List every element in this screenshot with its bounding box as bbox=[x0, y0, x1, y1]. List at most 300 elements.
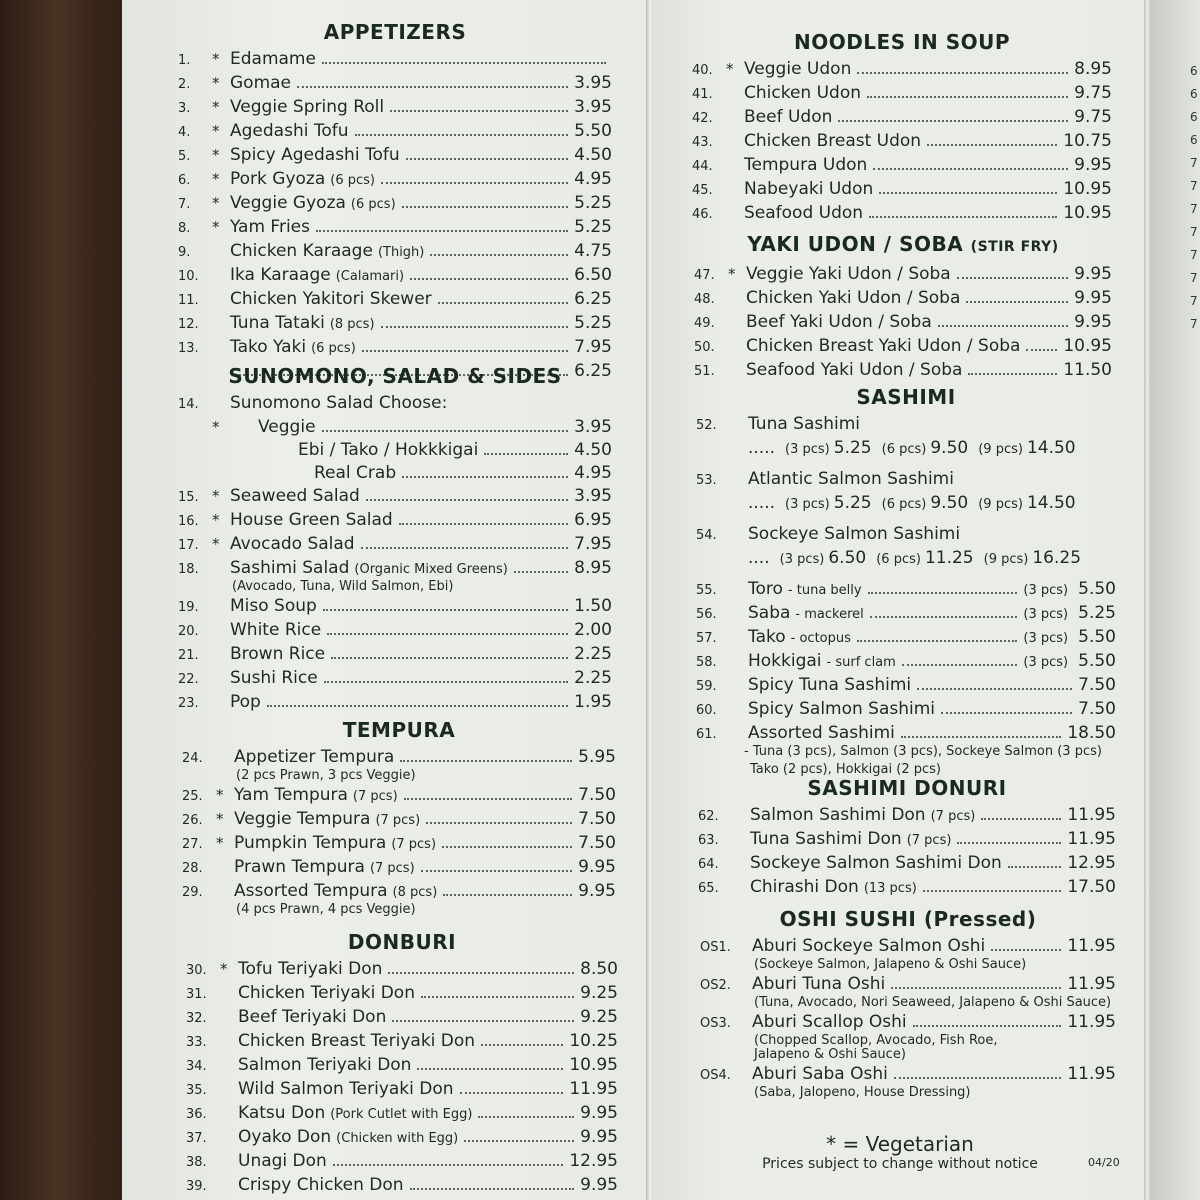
third-page-number: 6 bbox=[1190, 110, 1198, 124]
item-detail: (8 pcs) bbox=[392, 885, 438, 900]
section-title-text: YAKI UDON / SOBA bbox=[747, 232, 964, 256]
item-number: 44. bbox=[692, 159, 713, 174]
item-name: Chicken Yaki Udon / Soba bbox=[746, 288, 961, 308]
item-name: Beef Udon bbox=[744, 107, 833, 127]
sashimi-list bbox=[696, 578, 1116, 746]
menu-item bbox=[698, 876, 1116, 900]
menu-item-row bbox=[692, 82, 1112, 106]
item-name: Saba bbox=[748, 603, 791, 623]
dot-leader bbox=[323, 609, 568, 611]
item-number: 46. bbox=[692, 207, 713, 222]
item-price: 5.25 bbox=[1078, 603, 1116, 623]
dot-leader bbox=[870, 616, 1018, 618]
dot-leader bbox=[894, 1077, 1061, 1079]
item-name: Pumpkin Tempura bbox=[234, 833, 387, 853]
menu-item bbox=[178, 619, 612, 643]
item-name: Prawn Tempura bbox=[234, 857, 365, 877]
dot-leader bbox=[361, 547, 569, 549]
dot-leader bbox=[879, 192, 1057, 194]
item-price: 10.95 bbox=[1063, 179, 1112, 199]
menu-item-row bbox=[696, 698, 1116, 722]
item-number: 33. bbox=[186, 1035, 207, 1050]
item-name: Veggie Udon bbox=[744, 59, 852, 79]
menu-item bbox=[178, 533, 612, 557]
section-title: SUNOMONO, SALAD & SIDES bbox=[228, 364, 562, 388]
menu-item-row bbox=[178, 264, 612, 288]
item-detail: (6 pcs) bbox=[311, 341, 356, 356]
menu-item bbox=[696, 602, 1116, 626]
item-number: 32. bbox=[186, 1011, 207, 1026]
item-price: 7.50 bbox=[578, 785, 616, 805]
item-price: 5.25 bbox=[574, 193, 612, 213]
menu-item bbox=[692, 106, 1112, 130]
vegetarian-marker: * bbox=[728, 265, 736, 283]
item-name: Aburi Sockeye Salmon Oshi bbox=[752, 936, 986, 956]
item-number: 62. bbox=[698, 809, 719, 824]
item-price: 5.50 bbox=[1078, 627, 1116, 647]
item-number: 39. bbox=[186, 1179, 207, 1194]
item-name: Tako Yaki bbox=[230, 337, 307, 357]
item-number: 30. bbox=[186, 963, 207, 978]
section-title: TEMPURA bbox=[342, 718, 456, 742]
third-page-number: 7 bbox=[1190, 179, 1198, 193]
item-price: 10.95 bbox=[569, 1055, 618, 1075]
item-number: 38. bbox=[186, 1155, 207, 1170]
size-quantity: (9 pcs) bbox=[983, 552, 1029, 567]
menu-item bbox=[692, 178, 1112, 202]
third-page-number: 6 bbox=[1190, 64, 1198, 78]
dot-leader bbox=[399, 523, 568, 525]
item-number: 37. bbox=[186, 1131, 207, 1146]
dot-leader bbox=[402, 476, 568, 478]
menu-item-row bbox=[178, 312, 612, 336]
menu-item-row bbox=[182, 808, 616, 832]
item-name: Sushi Rice bbox=[230, 668, 318, 688]
menu-item-row bbox=[186, 1030, 618, 1054]
menu-item bbox=[186, 982, 618, 1006]
menu-item bbox=[186, 1126, 618, 1150]
menu-item-row bbox=[692, 106, 1112, 130]
menu-item-row bbox=[186, 1174, 618, 1198]
item-name: Sashimi Salad bbox=[230, 558, 350, 578]
item-detail: (7 pcs) bbox=[375, 813, 421, 828]
item-number: 28. bbox=[182, 861, 203, 876]
sashimi-size-prices bbox=[696, 547, 1116, 571]
item-name: Tempura Udon bbox=[744, 155, 868, 175]
item-name: Sockeye Salmon Sashimi Don bbox=[750, 853, 1002, 873]
item-price: 9.95 bbox=[1074, 155, 1112, 175]
menu-item bbox=[696, 650, 1116, 674]
dot-leader bbox=[901, 736, 1061, 738]
item-description: Tako (2 pcs), Hokkigai (2 pcs) bbox=[750, 762, 941, 777]
menu-item-row bbox=[182, 856, 616, 880]
item-name: Aburi Saba Oshi bbox=[752, 1064, 888, 1084]
dot-leader bbox=[421, 996, 574, 998]
item-detail: (7 pcs) bbox=[352, 789, 398, 804]
item-number: 6. bbox=[178, 173, 191, 188]
item-detail: (Chicken with Egg) bbox=[336, 1131, 459, 1146]
size-quantity: (6 pcs) bbox=[876, 552, 921, 567]
menu-item bbox=[694, 359, 1112, 383]
item-price: 7.50 bbox=[1078, 699, 1116, 719]
item-detail: (Calamari) bbox=[335, 269, 405, 284]
item-number: 25. bbox=[182, 789, 203, 804]
item-description: (Chopped Scallop, Avocado, Fish Roe, bbox=[754, 1033, 998, 1048]
menu-item-row bbox=[178, 48, 612, 72]
item-name: Veggie Yaki Udon / Soba bbox=[746, 264, 951, 284]
item-number: 40. bbox=[692, 63, 713, 78]
item-price: 2.25 bbox=[574, 668, 612, 688]
item-price: 2.25 bbox=[574, 644, 612, 664]
item-quantity: (3 pcs) bbox=[1023, 631, 1069, 646]
item-name: Appetizer Tempura bbox=[234, 747, 395, 767]
dot-leader bbox=[355, 134, 569, 136]
item-price: 7.50 bbox=[578, 809, 616, 829]
menu-item-row bbox=[178, 643, 612, 667]
menu-item-row bbox=[700, 935, 1116, 959]
vegetarian-marker: * bbox=[212, 535, 220, 553]
item-price: 5.50 bbox=[574, 121, 612, 141]
vegetarian-symbol: * bbox=[826, 1132, 837, 1156]
item-name: Veggie Tempura bbox=[234, 809, 371, 829]
item-price: 5.50 bbox=[1078, 579, 1116, 599]
item-price: 5.50 bbox=[1078, 651, 1116, 671]
dot-leader bbox=[514, 571, 568, 573]
dot-leader bbox=[322, 430, 569, 432]
vegetarian-marker: * bbox=[212, 74, 220, 92]
menu-item bbox=[694, 311, 1112, 335]
legend bbox=[750, 1132, 1050, 1172]
dot-leader bbox=[297, 86, 568, 88]
item-price: 11.95 bbox=[1067, 805, 1116, 825]
item-number: 58. bbox=[696, 655, 717, 670]
menu-item bbox=[178, 216, 612, 240]
menu-item bbox=[182, 880, 616, 918]
size-quantity: (6 pcs) bbox=[881, 497, 927, 512]
dot-leader bbox=[838, 120, 1068, 122]
item-name: Veggie Spring Roll bbox=[230, 97, 385, 117]
item-name: Sunomono Salad Choose: bbox=[230, 393, 448, 413]
item-price: 11.95 bbox=[1067, 829, 1116, 849]
item-number: 43. bbox=[692, 135, 713, 150]
menu-item-row bbox=[186, 1150, 618, 1174]
item-name: Veggie Gyoza bbox=[230, 193, 346, 213]
tempura-list bbox=[182, 746, 616, 918]
item-number: 20. bbox=[178, 624, 199, 639]
vegetarian-marker: * bbox=[212, 146, 220, 164]
menu-item-row bbox=[178, 120, 612, 144]
item-detail: (6 pcs) bbox=[330, 173, 375, 188]
size-price: 6.50 bbox=[828, 548, 867, 568]
item-name: Seafood Yaki Udon / Soba bbox=[746, 360, 963, 380]
choice-name: Real Crab bbox=[314, 463, 397, 483]
section-title bbox=[694, 232, 1112, 259]
menu-item-row bbox=[696, 722, 1116, 746]
menu-item-row bbox=[178, 691, 612, 715]
item-name: Tuna Tataki bbox=[230, 313, 325, 333]
dot-leader bbox=[390, 110, 568, 112]
sashimi-size-prices bbox=[696, 492, 1116, 516]
item-number: OS1. bbox=[700, 940, 731, 955]
item-price: 9.95 bbox=[1074, 312, 1112, 332]
item-number: 35. bbox=[186, 1083, 207, 1098]
item-description: (Tuna, Avocado, Nori Seaweed, Jalapeno & Oshi Sauce) bbox=[754, 995, 1112, 1010]
item-number: 42. bbox=[692, 111, 713, 126]
menu-item-row bbox=[186, 1054, 618, 1078]
item-number: 11. bbox=[178, 293, 199, 308]
item-detail: (Organic Mixed Greens) bbox=[354, 562, 508, 577]
dot-leader bbox=[404, 798, 572, 800]
menu-item bbox=[178, 312, 612, 336]
menu-item-row bbox=[698, 876, 1116, 900]
item-name: Chicken Yakitori Skewer bbox=[230, 289, 432, 309]
menu-item-row bbox=[178, 533, 612, 557]
dot-leader bbox=[388, 972, 574, 974]
item-number: 4. bbox=[178, 125, 191, 140]
third-page-number: 7 bbox=[1190, 156, 1198, 170]
dot-leader bbox=[857, 640, 1018, 642]
section-sashimi-donuri bbox=[698, 776, 1116, 900]
item-price: 9.95 bbox=[1074, 288, 1112, 308]
section-sunomono bbox=[178, 364, 612, 715]
item-name: Chicken Teriyaki Don bbox=[238, 983, 415, 1003]
item-number: OS4. bbox=[700, 1068, 731, 1083]
size-quantity: (3 pcs) bbox=[785, 497, 830, 512]
third-page-number: 7 bbox=[1190, 225, 1198, 239]
sunomono-choices bbox=[178, 416, 612, 485]
item-price: 2.00 bbox=[574, 620, 612, 640]
item-price: 8.50 bbox=[580, 959, 618, 979]
dot-leader bbox=[1026, 349, 1057, 351]
choice-price: 3.95 bbox=[574, 417, 612, 437]
item-name: Tuna Sashimi Don bbox=[750, 829, 902, 849]
item-name: Crispy Chicken Don bbox=[238, 1175, 404, 1195]
size-price: 11.25 bbox=[924, 548, 974, 568]
item-price: 11.95 bbox=[1067, 1012, 1116, 1032]
item-price: 10.75 bbox=[1063, 131, 1112, 151]
wood-table-background bbox=[0, 0, 130, 1200]
item-name: Assorted Tempura bbox=[234, 881, 388, 901]
item-name: Atlantic Salmon Sashimi bbox=[748, 469, 954, 489]
sunomono-list bbox=[178, 485, 612, 715]
menu-item-row bbox=[696, 578, 1116, 602]
vegetarian-marker: * bbox=[212, 170, 220, 188]
item-price: 6.95 bbox=[574, 510, 612, 530]
item-number: OS2. bbox=[700, 978, 731, 993]
size-price: 9.50 bbox=[930, 493, 969, 513]
item-number: 31. bbox=[186, 987, 207, 1002]
item-number: 19. bbox=[178, 600, 199, 615]
item-name: Ika Karaage bbox=[230, 265, 331, 285]
item-name: Toro bbox=[748, 579, 783, 599]
menu-item-row bbox=[178, 288, 612, 312]
item-number: 56. bbox=[696, 607, 717, 622]
dot-leader bbox=[362, 350, 568, 352]
item-price: 17.50 bbox=[1067, 877, 1116, 897]
menu-item-row bbox=[692, 130, 1112, 154]
size-quantity: (6 pcs) bbox=[881, 442, 927, 457]
item-detail: (7 pcs) bbox=[391, 837, 437, 852]
menu-item bbox=[696, 578, 1116, 602]
menu-item-row bbox=[700, 1063, 1116, 1087]
section-title: DONBURI bbox=[347, 930, 457, 954]
item-number: 55. bbox=[696, 583, 717, 598]
menu-item-row bbox=[178, 557, 612, 581]
legend-text: = Vegetarian bbox=[842, 1132, 974, 1156]
item-name: Spicy Tuna Sashimi bbox=[748, 675, 912, 695]
vegetarian-marker: * bbox=[212, 98, 220, 116]
dot-leader bbox=[331, 657, 568, 659]
menu-item-row bbox=[698, 804, 1116, 828]
menu-item-row bbox=[186, 1078, 618, 1102]
section-yaki-udon bbox=[694, 232, 1112, 383]
dot-leader bbox=[938, 325, 1068, 327]
menu-item bbox=[178, 595, 612, 619]
item-number: 29. bbox=[182, 885, 203, 900]
menu-item bbox=[698, 852, 1116, 876]
item-price: 11.50 bbox=[1063, 360, 1112, 380]
item-price: 11.95 bbox=[1067, 1064, 1116, 1084]
dot-leader bbox=[267, 705, 568, 707]
item-number: 10. bbox=[178, 269, 199, 284]
menu-item bbox=[186, 1030, 618, 1054]
item-price: 7.50 bbox=[1078, 675, 1116, 695]
menu-item-row bbox=[178, 192, 612, 216]
menu-item bbox=[186, 958, 618, 982]
item-price: 12.95 bbox=[569, 1151, 618, 1171]
menu-item bbox=[696, 468, 1116, 492]
menu-item-row bbox=[178, 595, 612, 619]
item-price: 4.50 bbox=[574, 145, 612, 165]
item-name: Oyako Don bbox=[238, 1127, 332, 1147]
dot-leader bbox=[968, 373, 1057, 375]
menu-item bbox=[178, 336, 612, 360]
item-name: Gomae bbox=[230, 73, 292, 93]
vegetarian-marker: * bbox=[212, 194, 220, 212]
item-description: (Saba, Jalopeno, House Dressing) bbox=[754, 1085, 971, 1100]
dot-leader bbox=[438, 302, 568, 304]
dot-leader bbox=[991, 949, 1061, 951]
dot-leader bbox=[464, 1140, 574, 1142]
item-price: 4.95 bbox=[574, 169, 612, 189]
size-price: 9.50 bbox=[930, 438, 969, 458]
item-price: 10.95 bbox=[1063, 336, 1112, 356]
salad-choice bbox=[178, 462, 612, 485]
menu-item bbox=[694, 263, 1112, 287]
vegetarian-marker: * bbox=[216, 786, 224, 804]
dot-leader bbox=[868, 592, 1018, 594]
item-number: 41. bbox=[692, 87, 713, 102]
menu-item bbox=[700, 935, 1116, 973]
item-number: 22. bbox=[178, 672, 199, 687]
item-name: Salmon Teriyaki Don bbox=[238, 1055, 412, 1075]
vegetarian-marker: * bbox=[212, 50, 220, 68]
menu-item bbox=[692, 130, 1112, 154]
item-number: 18. bbox=[178, 562, 199, 577]
item-name: Katsu Don bbox=[238, 1103, 326, 1123]
dot-leader bbox=[400, 760, 572, 762]
menu-item bbox=[696, 722, 1116, 746]
item-name: Pop bbox=[230, 692, 261, 712]
item-price: 9.25 bbox=[580, 1007, 618, 1027]
item-number: 52. bbox=[696, 418, 717, 433]
vegetarian-marker: * bbox=[726, 60, 734, 78]
item-name: Seafood Udon bbox=[744, 203, 864, 223]
item-price: 9.95 bbox=[578, 881, 616, 901]
menu-item bbox=[694, 287, 1112, 311]
dot-leader bbox=[927, 144, 1057, 146]
item-description: (2 pcs Prawn, 3 pcs Veggie) bbox=[236, 768, 416, 783]
menu-item bbox=[692, 82, 1112, 106]
item-name: Beef Yaki Udon / Soba bbox=[746, 312, 932, 332]
item-number: 47. bbox=[694, 268, 715, 283]
item-name: Tofu Teriyaki Don bbox=[238, 959, 383, 979]
menu-item bbox=[186, 1054, 618, 1078]
item-price: 3.95 bbox=[574, 486, 612, 506]
item-price: 11.95 bbox=[1067, 974, 1116, 994]
size-price: 16.25 bbox=[1032, 548, 1082, 568]
dot-leader bbox=[869, 216, 1057, 218]
third-page-number: 6 bbox=[1190, 87, 1198, 101]
item-name: Chicken Breast Udon bbox=[744, 131, 922, 151]
dot-leader bbox=[913, 1025, 1062, 1027]
item-number: 65. bbox=[698, 881, 719, 896]
item-detail: - mackerel bbox=[795, 607, 864, 622]
item-price: 4.75 bbox=[574, 241, 612, 261]
item-name: Spicy Agedashi Tofu bbox=[230, 145, 400, 165]
vegetarian-marker: * bbox=[212, 122, 220, 140]
item-price: 9.95 bbox=[1074, 264, 1112, 284]
item-number: 50. bbox=[694, 340, 715, 355]
item-price: 6.50 bbox=[574, 265, 612, 285]
item-detail: (13 pcs) bbox=[863, 881, 917, 896]
dot-leader bbox=[857, 72, 1068, 74]
section-sashimi bbox=[696, 385, 1116, 778]
item-name: Agedashi Tofu bbox=[230, 121, 349, 141]
dot-leader bbox=[481, 1044, 563, 1046]
item-number: 3. bbox=[178, 101, 191, 116]
item-description: - Tuna (3 pcs), Salmon (3 pcs), Sockeye Salmon (3 pcs) bbox=[744, 744, 1102, 759]
item-number: 16. bbox=[178, 514, 199, 529]
item-price: 7.95 bbox=[574, 534, 612, 554]
item-number: 21. bbox=[178, 648, 199, 663]
menu-item bbox=[186, 1150, 618, 1174]
menu-item-row bbox=[700, 973, 1116, 997]
third-page-number: 7 bbox=[1190, 294, 1198, 308]
size-quantity: (9 pcs) bbox=[978, 442, 1023, 457]
dot-leader bbox=[381, 182, 568, 184]
menu-item-row bbox=[694, 335, 1112, 359]
appetizers-list bbox=[178, 48, 612, 383]
item-number: 36. bbox=[186, 1107, 207, 1122]
dot-leader bbox=[941, 712, 1072, 714]
yaki-list bbox=[694, 263, 1112, 383]
menu-item bbox=[182, 784, 616, 808]
item-name: Aburi Scallop Oshi bbox=[752, 1012, 907, 1032]
item-number: 27. bbox=[182, 837, 203, 852]
menu-item bbox=[178, 96, 612, 120]
section-title: SASHIMI DONURI bbox=[807, 776, 1007, 800]
third-page-number: 7 bbox=[1190, 248, 1198, 262]
dot-leader bbox=[381, 326, 569, 328]
item-number: 34. bbox=[186, 1059, 207, 1074]
section-appetizers bbox=[178, 20, 612, 383]
dot-leader bbox=[873, 168, 1068, 170]
item-number: OS3. bbox=[700, 1016, 731, 1031]
item-name: Chicken Udon bbox=[744, 83, 861, 103]
size-quantity: (9 pcs) bbox=[978, 497, 1023, 512]
dot-leader bbox=[1008, 866, 1062, 868]
